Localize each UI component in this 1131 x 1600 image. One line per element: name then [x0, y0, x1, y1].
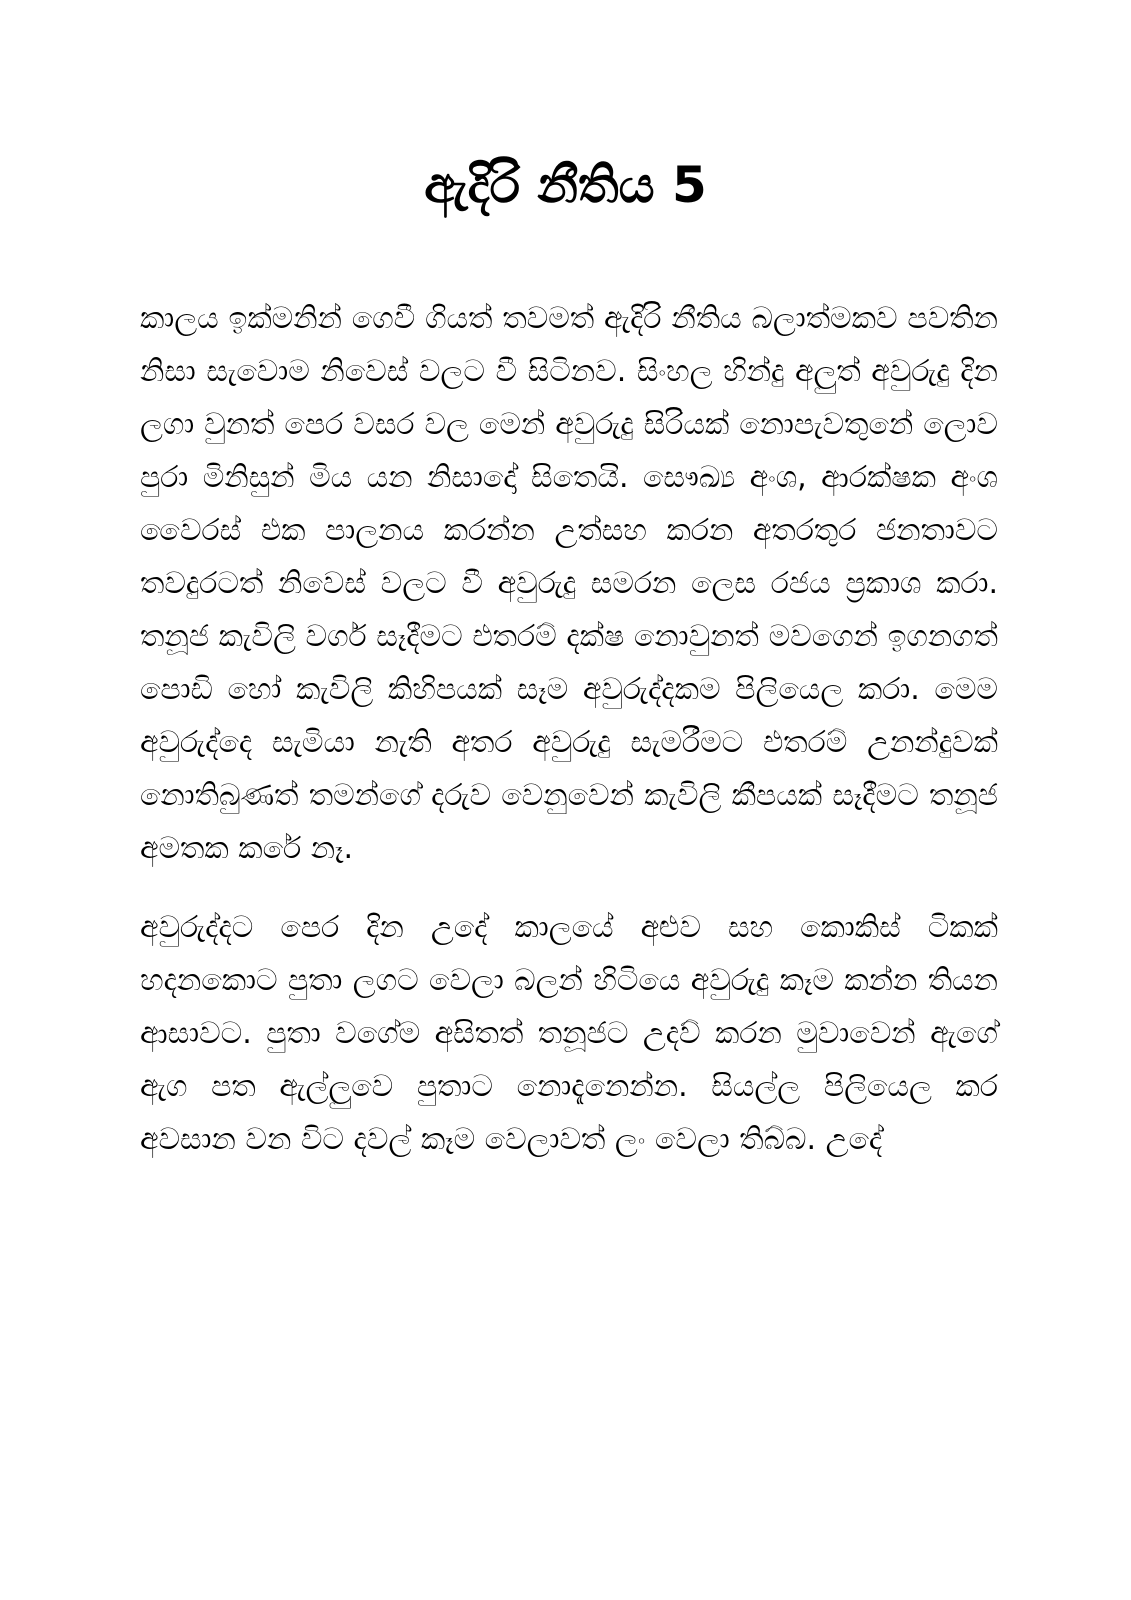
page-title: ඇදිරි නීතිය 5: [424, 156, 707, 214]
paragraph-1: කාලය ඉක්මනින් ගෙවී ගියත් තවමත් ඇදිරි නීතිය බලාත්මකව පවතින නිසා සැවොම නිවෙස් වලට වී සිටිනව. සිංහල හින්දු අලුත් අවුරුදු දින ලගා වුනත් පෙර වසර වල මෙන් අවුරුදු සිරියක් නොපැවතුනේ ලොව පුරා මිනිසුන් මිය යන නිසාදෝ සිතෙයි. සෞඛ්‍ය අංශ, ආරක්ෂක අංශ වෛරස් එක පාලනය කරන්න උත්සහ කරන අතරතුර ජනතාවට තවදුරටත් නිවෙස් වලට වී අවුරුදු සමරන ලෙස රජය ප්‍රකාශ කරා. තනූජ කැවිලි වර්ග සෑදීමට එතරම් දක්ෂ නොවුනත් මවගෙන් ඉගනගත් පොඩි හෝ කැවිලි කිහිපයක් සෑම අවුරුද්දකම පිලියෙල කරා. මෙම අවුරුද්දෙ සැමියා නැති අතර අවුරුදු සැමරීමට එතරම් උනන්දුවක් නොතිබුණත් තමන්ගේ දරුව වෙනුවෙන් කැවිලි කීපයක් සෑදීමට තනූජ අමතක කරේ නෑ.: [140, 301, 998, 866]
paragraph-2: අවුරුද්දට පෙර දින උදේ කාලයේ අළුව සහ කොකිස් ටිකක් හදනකොට පුතා ලගට වෙලා බලන් හිටියෙ අවුරුදු කෑම කන්න තියන ආසාවට. පුතා වගේම අසිතත් තනූජට උදව් කරන මුවාවෙන් ඇගේ ඇග පත ඇල්ලුවෙ පුතාට නොදැනෙන්න. සියල්ල පිලියෙල කර අවසාන වන විට දවල් කෑම වෙලාවත් ලං වෙලා තිබ්බ. උදේ: [140, 910, 998, 1157]
body-text: [140, 292, 998, 1166]
